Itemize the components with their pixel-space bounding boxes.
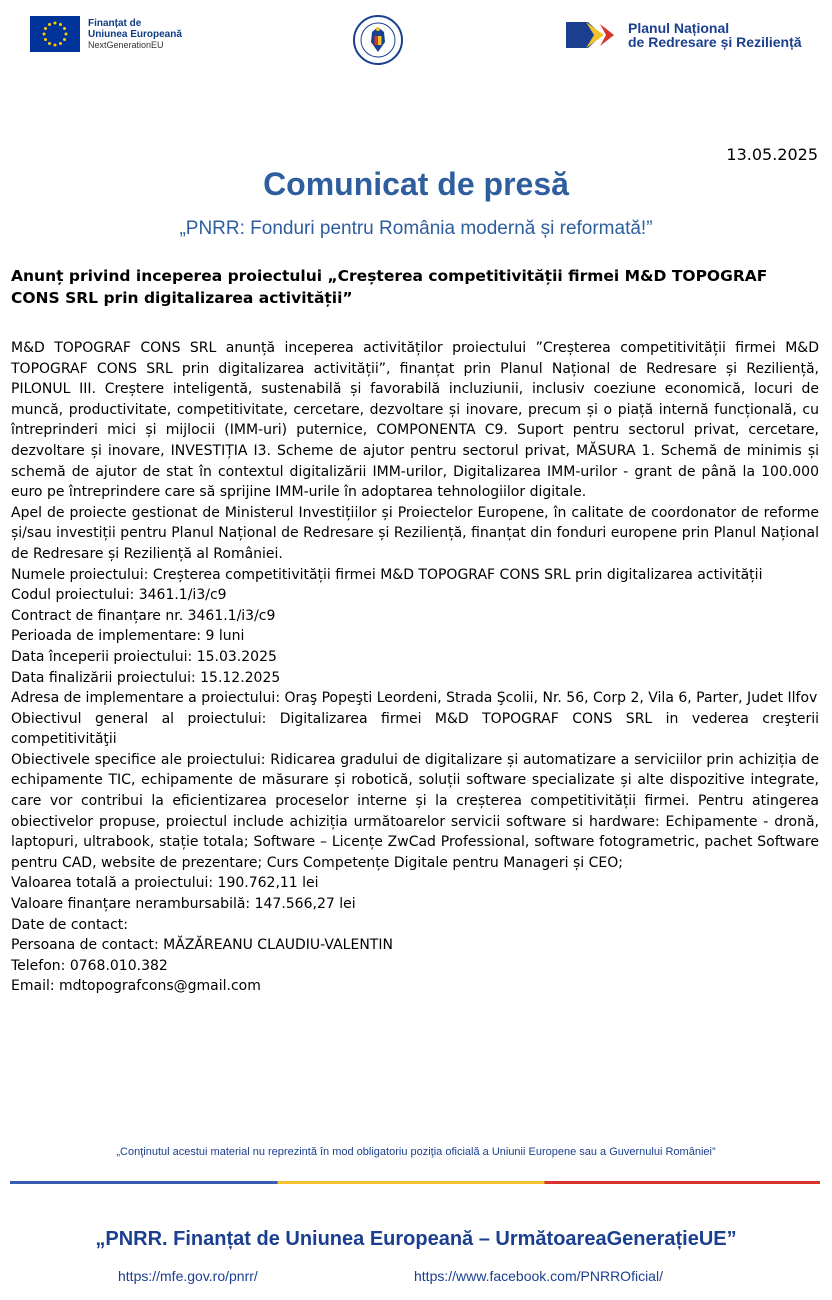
pnrr-arrow-icon <box>566 20 622 50</box>
contact-person: Persoana de contact: MĂZĂREANU CLAUDIU-VALENTIN <box>11 937 393 954</box>
eu-star-icon <box>65 33 68 36</box>
pnrr-website-link[interactable]: https://mfe.gov.ro/pnrr/ <box>118 1268 258 1284</box>
body-paragraph-call: Apel de proiecte gestionat de Ministerul Investițiilor și Proiectelor Europene, în calitate de coordonator de reforme și/sau investiții pentru Planul Național de Redresare și Reziliență, finanțat din fonduri europene prin Planul Național de Redresare și Reziliență al României. <box>11 504 819 562</box>
facebook-page-link[interactable]: https://www.facebook.com/PNRROficial/ <box>414 1268 663 1284</box>
non-refundable-value: Valoare finanțare nerambursabilă: 147.566,27 lei <box>11 896 356 913</box>
pnrr-logo-line1: Planul Național <box>628 20 730 36</box>
contact-email[interactable]: Email: mdtopografcons@gmail.com <box>11 978 261 995</box>
header-logos <box>0 14 832 64</box>
body-paragraph-intro: M&D TOPOGRAF CONS SRL anunță inceperea activităților proiectului ”Creșterea competitivității firmei M&D TOPOGRAF CONS SRL prin digitalizarea activității”, finanțat prin Planul Național de Redresare și Reziliență, PILONUL III. Creștere inteligentă, sustenabilă și favorabilă incluziunii, inclusiv coeziune economică, locuri de muncă, productivitate, competitivitate, cercetare, dezvoltare și inovare, precum și o piață internă funcțională, cu întreprinderi mici și mijlocii (IMM-uri) puternice, COMPONENTA C9. Suport pentru sectorul privat, cercetare, dezvoltare și inovare, INVESTIȚIA I3. Scheme de ajutor pentru sectorul privat, MĂSURA 1. Schemă de minimis și schemă de ajutor de stat în contextul digitalizării IMM-urilor, Digitalizarea IMM-urilor - grant de până la 100.000 euro pe întreprindere care să sprijine IMM-urile în adoptarea tehnologiilor digitale. <box>11 340 819 501</box>
tricolor-divider <box>10 1181 820 1184</box>
eu-star-icon <box>54 22 57 25</box>
announcement-heading: Anunț privind inceperea proiectului „Creșterea competitivității firmei M&D TOPOGRAF CONS SRL prin digitalizarea activității” <box>11 267 768 307</box>
implementation-period: Perioada de implementare: 9 luni <box>11 628 245 645</box>
eu-logo-line1: Finanțat de <box>88 17 142 29</box>
eu-star-icon <box>44 27 47 30</box>
general-objective: Obiectivul general al proiectului: Digitalizarea firmei M&D TOPOGRAF CONS SRL in vederea creşterii competitivităţii <box>11 710 819 748</box>
total-value: Valoarea totală a proiectului: 190.762,11 lei <box>11 875 319 892</box>
eu-star-icon <box>59 23 62 26</box>
contact-heading: Date de contact: <box>11 916 128 933</box>
press-release-date: 13.05.2025 <box>726 145 818 164</box>
eu-flag-icon <box>30 16 80 52</box>
project-start-date: Data începerii proiectului: 15.03.2025 <box>11 648 277 665</box>
financing-contract: Contract de finanțare nr. 3461.1/i3/c9 <box>11 607 276 624</box>
press-release-body <box>11 338 819 997</box>
pnrr-logo <box>566 20 802 50</box>
eu-star-icon <box>44 38 47 41</box>
project-name: Numele proiectului: Creșterea competitivității firmei M&D TOPOGRAF CONS SRL prin digitalizarea activității <box>11 566 763 583</box>
implementation-address: Adresa de implementare a proiectului: Oraş Popeşti Leordeni, Strada Şcolii, Nr. 56, Corp 2, Vila 6, Parter, Judet Ilfov <box>11 690 818 707</box>
specific-objectives: Obiectivele specifice ale proiectului: Ridicarea gradului de digitalizare și automatizare a serviciilor prin achiziția de echipamente TIC, echipamente de măsurare și robotică, soluții software specializate și alte dispozitive integrate, care vor contribui la eficientizarea proceselor interne și la creșterea competitivității firmei. Pentru atingerea obiectivelor propuse, proiectul include achiziția următoarelor servicii software si hardware: Echipamente - dronă, laptopuri, ultrabook, stație totala; Software – Licențe ZwCad Professional, software fotogrametric, pachet Software pentru CAD, website de prezentare; Curs Competențe Digitale pentru Manageri și CEO; <box>11 751 819 871</box>
government-emblem-icon <box>352 14 404 66</box>
contact-phone: Telefon: 0768.010.382 <box>11 957 168 974</box>
eu-star-icon <box>43 33 46 36</box>
eu-star-icon <box>48 23 51 26</box>
project-code: Codul proiectului: 3461.1/i3/c9 <box>11 587 227 604</box>
eu-star-icon <box>48 42 51 45</box>
eu-star-icon <box>63 38 66 41</box>
pnrr-logo-line2: de Redresare și Reziliență <box>628 34 802 50</box>
disclaimer: „Conţinutul acestui material nu reprezintă în mod obligatoriu poziţia oficială a Uniunii Europene sau a Guvernului României” <box>116 1146 716 1158</box>
project-end-date: Data finalizării proiectului: 15.12.2025 <box>11 669 281 686</box>
eu-star-icon <box>54 44 57 47</box>
eu-star-icon <box>63 27 66 30</box>
eu-star-icon <box>59 42 62 45</box>
page-subtitle: „PNRR: Fonduri pentru România modernă și reformată!” <box>179 218 653 239</box>
footer-slogan: „PNRR. Finanțat de Uniunea Europeană – UrmătoareaGenerațieUE” <box>95 1228 737 1250</box>
eu-logo-line3: NextGenerationEU <box>88 39 164 50</box>
eu-logo <box>30 16 182 52</box>
page-title: Comunicat de presă <box>263 166 569 202</box>
eu-logo-line2: Uniunea Europeană <box>88 28 182 40</box>
